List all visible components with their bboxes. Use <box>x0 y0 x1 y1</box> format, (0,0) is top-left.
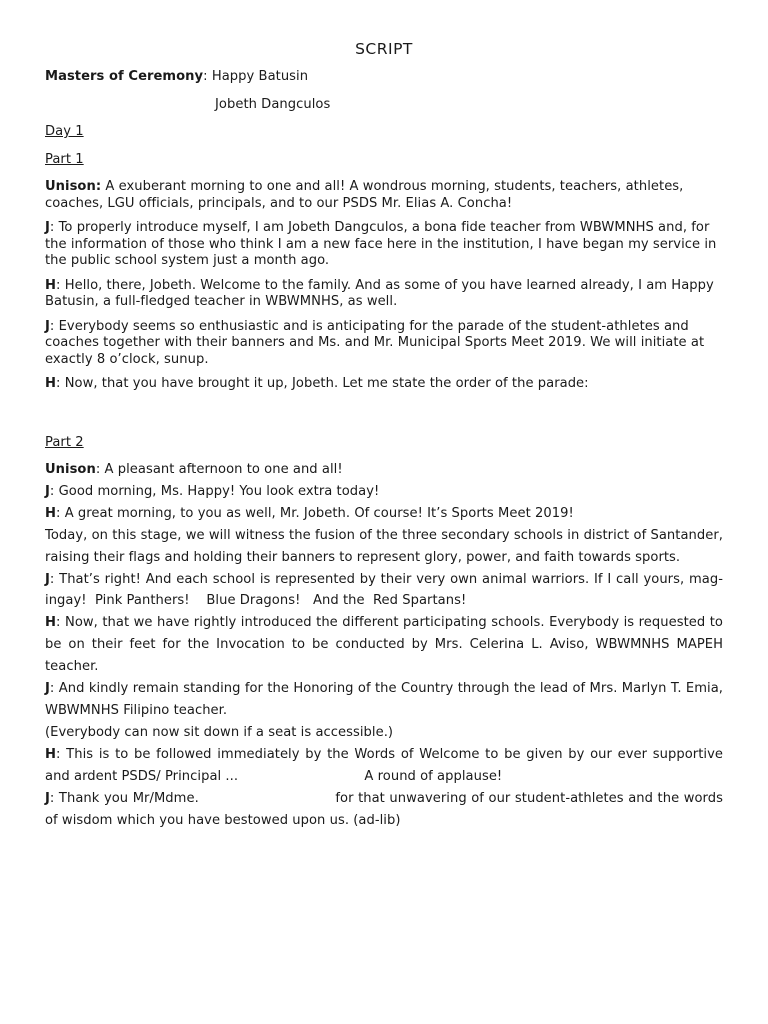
part1-heading: Part 1 <box>45 151 84 167</box>
dialogue-line <box>45 788 728 832</box>
dialogue-text: A exuberant morning to one and all! A wondrous morning, students, teachers, athletes, coaches, LGU officials, principals, and to our PSDS Mr. Elias A. Concha! <box>45 179 684 211</box>
dialogue-text: (Everybody can now sit down if a seat is accessible.) <box>45 724 394 740</box>
mc-name-2: Jobeth Dangculos <box>215 96 331 112</box>
speaker: J <box>45 571 50 587</box>
dialogue-line <box>45 525 723 569</box>
dialogue-line <box>45 744 728 788</box>
dialogue-text: : Good morning, Ms. Happy! You look extra today! <box>49 483 380 499</box>
dialogue-text: : To properly introduce myself, I am Jobeth Dangculos, a bona fide teacher from WBWMNHS and, for the information of those who think I am a new face here in the institution, I have began my service in the public school system just a month ago. <box>45 220 717 268</box>
dialogue-line <box>45 376 723 393</box>
mc-separator: : <box>203 69 212 84</box>
mc-line <box>45 69 723 86</box>
dialogue-text: : Hello, there, Jobeth. Welcome to the family. And as some of you have learned already, I am Happy Batusin, a full-fledged teacher in WBWMNHS, as well. <box>45 277 714 309</box>
part1-dialogue <box>45 179 723 393</box>
speaker: H <box>45 505 57 521</box>
speaker: J <box>45 483 50 499</box>
dialogue-text: Today, on this stage, we will witness the fusion of the three secondary schools in district of Santander, raising their flags and holding their banners to represent glory, power, and faith towards sports. <box>45 527 723 565</box>
day-heading: Day 1 <box>45 124 84 139</box>
dialogue-text: : And kindly remain standing for the Honoring of the Country through the lead of Mrs. Marlyn T. Emia, WBWMNHS Filipino teacher. <box>45 681 723 718</box>
dialogue-text: : A great morning, to you as well, Mr. Jobeth. Of course! It’s Sports Meet 2019! <box>56 505 574 521</box>
speaker: J <box>45 220 50 235</box>
mc-label: Masters of Ceremony <box>45 69 204 84</box>
mc-name-1: Happy Batusin <box>211 69 309 84</box>
speaker: H <box>45 376 57 391</box>
dialogue-text: : Thank you Mr/Mdme. for that unwavering of our student-athletes and the words of wisdom which you have bestowed upon us. (ad-lib) <box>45 790 728 828</box>
dialogue-text: : Now, that you have brought it up, Jobeth. Let me state the order of the parade: <box>56 376 589 391</box>
dialogue-line <box>45 612 723 678</box>
part2-heading: Part 2 <box>45 434 84 450</box>
dialogue-line <box>45 278 723 311</box>
dialogue-line <box>45 481 723 503</box>
speaker: H <box>45 615 57 631</box>
speaker: J <box>45 790 50 806</box>
dialogue-line <box>45 319 723 369</box>
dialogue-line <box>45 459 723 481</box>
speaker: H <box>45 277 57 293</box>
dialogue-text: : A pleasant afternoon to one and all! <box>95 462 343 477</box>
dialogue-text: : That’s right! And each school is represented by their very own animal warriors. If I call yours, mag-ingay! Pink Panthers! Blue Dragons! And the Red Spartans! <box>45 571 723 609</box>
dialogue-text: : This is to be followed immediately by the Words of Welcome to be given by our ever supportive and ardent PSDS/ Principal ... A round of applause! <box>45 746 728 784</box>
dialogue-line <box>45 179 723 212</box>
speaker: Unison <box>45 462 96 477</box>
speaker: H <box>45 746 57 762</box>
dialogue-line <box>45 678 723 722</box>
dialogue-text: : Everybody seems so enthusiastic and is anticipating for the parade of the student-athletes and coaches together with their banners and Ms. and Mr. Municipal Sports Meet 2019. We will initiate at exactly 8 o’clock, sunup. <box>45 318 705 367</box>
dialogue-line <box>45 503 723 525</box>
dialogue-line <box>45 220 723 270</box>
speaker: J <box>45 681 50 697</box>
dialogue-text: : Now, that we have rightly introduced the different participating schools. Everybody is requested to be on their feet for the Invocation to be conducted by Mrs. Celerina L. Aviso, WBWMNHS MAPEH teacher. <box>45 615 723 675</box>
dialogue-line <box>45 722 723 744</box>
speaker: J <box>45 318 50 334</box>
part2-dialogue <box>45 459 728 831</box>
dialogue-line <box>45 569 723 613</box>
document-title: SCRIPT <box>355 40 413 58</box>
speaker: Unison: <box>45 179 102 194</box>
